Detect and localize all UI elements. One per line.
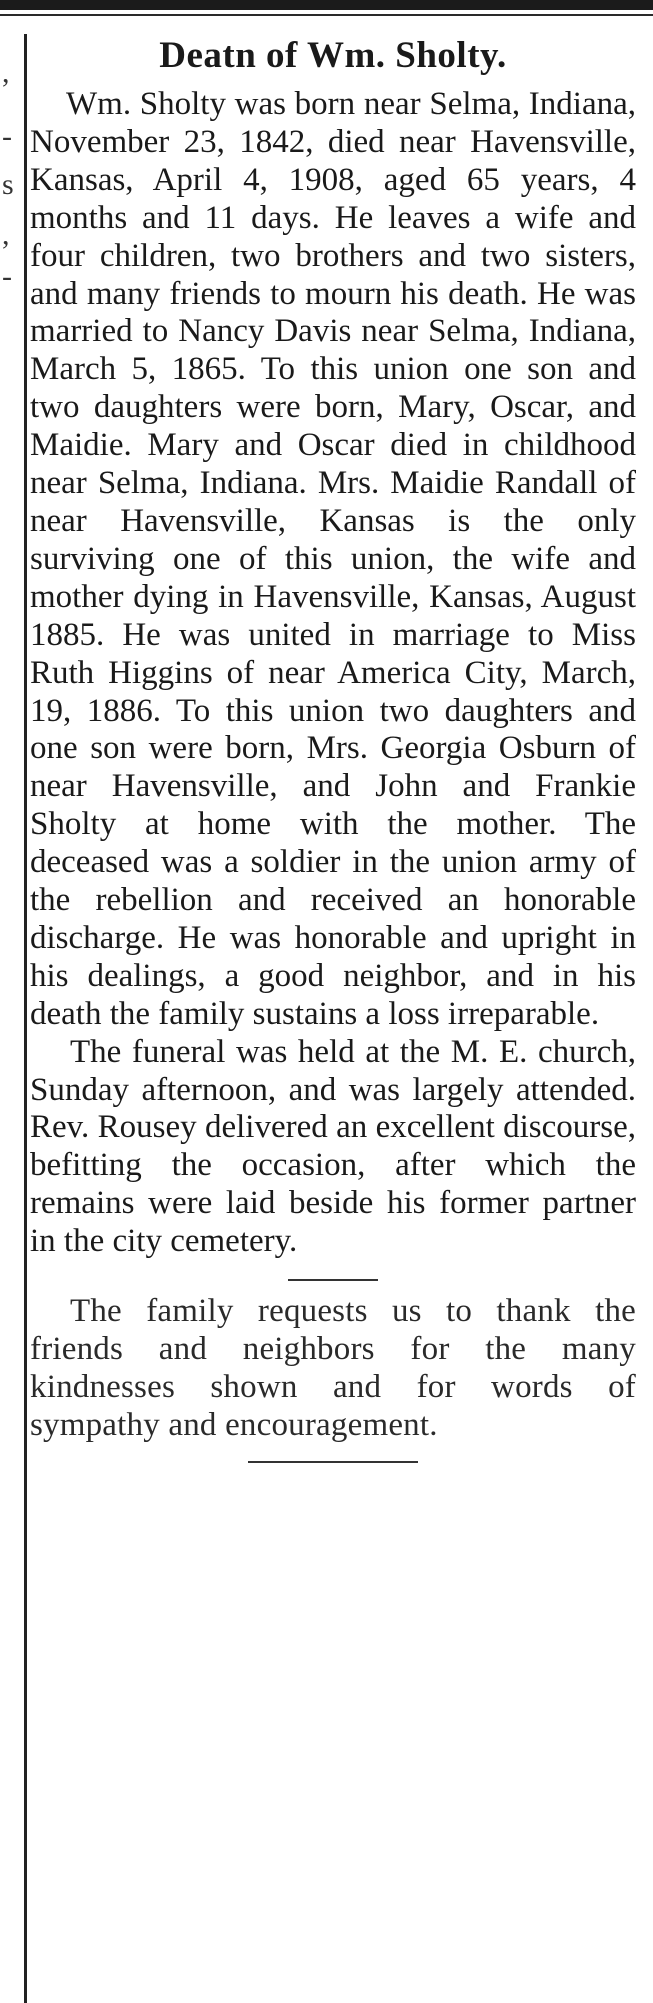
margin-mark: s — [2, 168, 14, 201]
article-headline: Deatn of Wm. Sholty. — [159, 35, 507, 76]
section-divider — [288, 1279, 378, 1281]
obituary-article — [30, 32, 636, 1463]
article-paragraph-funeral: The funeral was held at the M. E. church, Sunday afternoon, and was largely attended. Rev. Rousey delivered an excellent discourse, befitting the occasion, after which the remains were laid beside his former partner in the city cemetery. — [30, 1033, 636, 1260]
card-of-thanks: The family requests us to thank the friends and neighbors for the many kindnesses shown and for words of sympathy and encouragement. — [30, 1293, 636, 1443]
column-divider-rule — [24, 34, 27, 2003]
closing-rule — [248, 1461, 418, 1463]
margin-mark: - — [2, 260, 12, 293]
margin-mark: - — [2, 120, 12, 153]
top-border-rule-thin — [0, 14, 653, 16]
margin-mark: , — [2, 218, 10, 251]
margin-mark: , — [2, 56, 10, 89]
top-border-rule — [0, 0, 653, 10]
article-paragraph-main: Wm. Sholty was born near Selma, Indiana, November 23, 1842, died near Havensville, Kansas, April 4, 1908, aged 65 years, 4 months and 11 days. He leaves a wife and four children, two brothers and two sisters, and many friends to mourn his death. He was married to Nancy Davis near Selma, Indiana, March 5, 1865. To this union one son and two daughters were born, Mary, Oscar, and Maidie. Mary and Oscar died in childhood near Selma, Indiana. Mrs. Maidie Randall of near Havensville, Kansas is the only surviving one of this union, the wife and mother dying in Havensville, Kansas, August 1885. He was united in marriage to Miss Ruth Higgins of near America City, March, 19, 1886. To this union two daughters and one son were born, Mrs. Georgia Osburn of near Havensville, and John and Frankie Sholty at home with the mother. The deceased was a soldier in the union army of the rebellion and received an honorable discharge. He was honorable and upright in his dealings, a good neighbor, and in his death the family sustains a loss irreparable. — [30, 86, 636, 1032]
